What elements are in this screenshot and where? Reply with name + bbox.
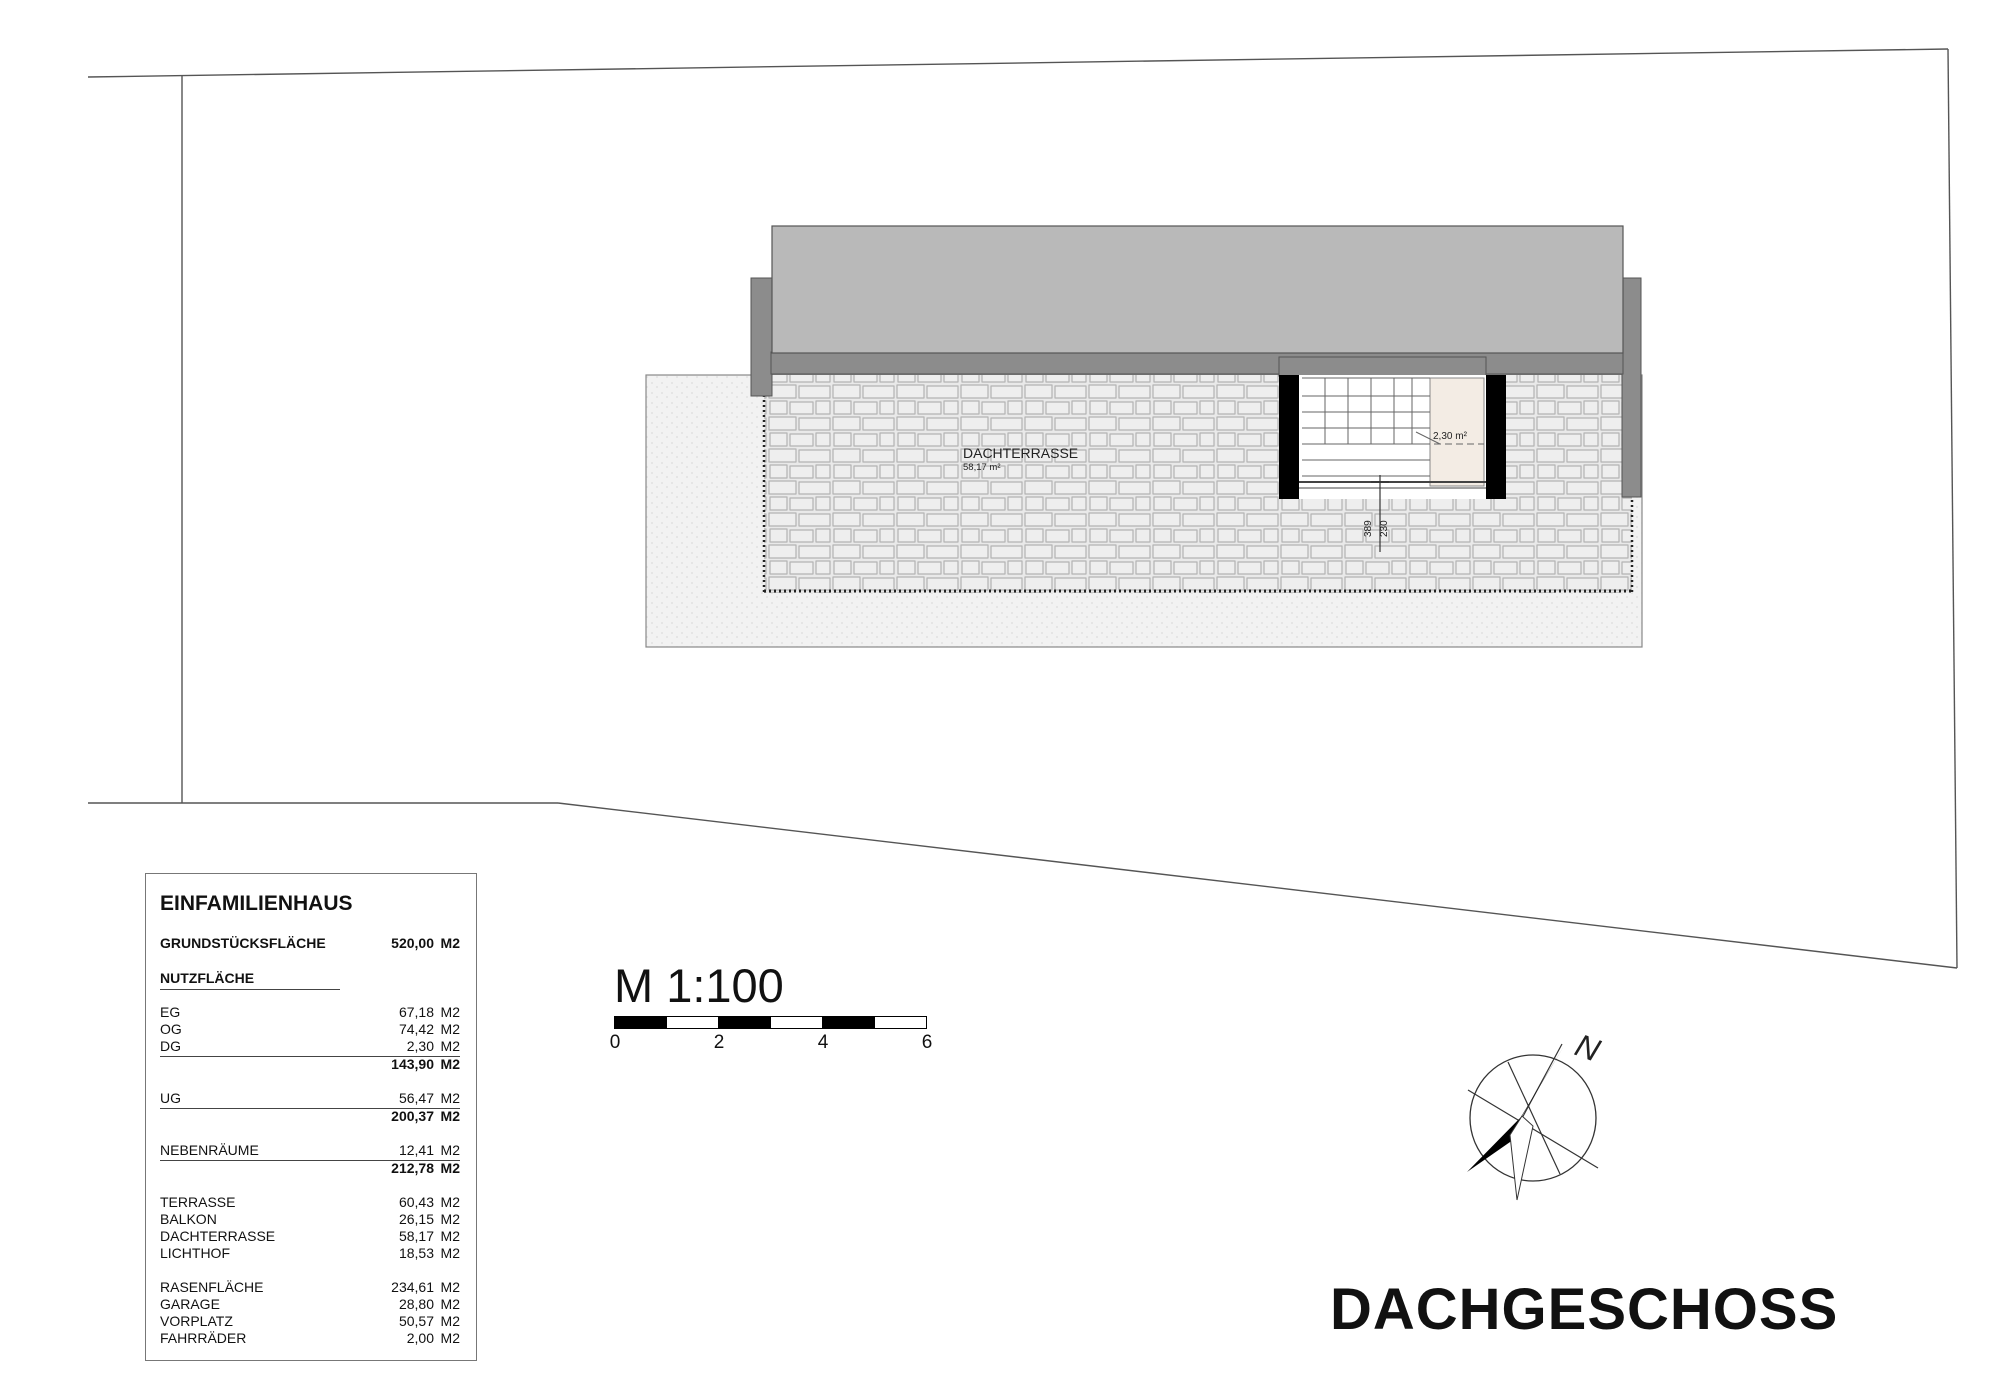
table-row [160, 1330, 460, 1347]
row-unit: M2 [440, 1004, 460, 1020]
side-wall-right [1622, 278, 1641, 497]
table-row [160, 1194, 460, 1211]
table-row [160, 1279, 460, 1296]
scale-label: M 1:100 [614, 959, 784, 1012]
row-label: DG [160, 1038, 181, 1054]
row-value: 12,41 [398, 1142, 434, 1158]
scale-segment [874, 1016, 927, 1029]
row-value: 58,17 [398, 1228, 434, 1244]
terrace-area: 58,17 m² [963, 462, 1001, 473]
row-label: GARAGE [160, 1296, 220, 1312]
row-value: 60,43 [398, 1194, 434, 1210]
row-label: DACHTERRASSE [160, 1228, 276, 1244]
total-row [160, 1160, 460, 1177]
row-value: 56,47 [398, 1090, 434, 1106]
north-label: N [1570, 1026, 1605, 1069]
row-unit: M2 [440, 1021, 460, 1037]
side-wall-left [751, 278, 772, 396]
wall-band [771, 352, 1623, 374]
stair-area: 2,30 m² [1433, 431, 1467, 442]
stair-core [1279, 357, 1506, 499]
row-unit: M2 [440, 1090, 460, 1106]
table-row [160, 1021, 460, 1038]
usable-heading [160, 970, 460, 987]
row-value: 2,00 [406, 1330, 434, 1346]
table-row [160, 1228, 460, 1245]
row-unit: M2 [440, 1245, 460, 1261]
table-row [160, 1004, 460, 1021]
scale-segment [822, 1016, 875, 1029]
row-label: OG [160, 1021, 182, 1037]
row-unit: M2 [440, 1056, 460, 1072]
dimension-389: 389 [1363, 520, 1374, 537]
row-value: 18,53 [398, 1245, 434, 1261]
row-unit: M2 [440, 1313, 460, 1329]
row-label: TERRASSE [160, 1194, 236, 1210]
row-value: 28,80 [398, 1296, 434, 1312]
row-value: 67,18 [398, 1004, 434, 1020]
row-value: 520,00 [391, 935, 434, 951]
table-row [160, 1296, 460, 1313]
scale-segment [718, 1016, 771, 1029]
row-value: 200,37 [391, 1108, 434, 1124]
row-unit: M2 [440, 1296, 460, 1312]
row-unit: M2 [440, 1160, 460, 1176]
row-unit: M2 [440, 935, 460, 951]
plot-area-row [160, 935, 460, 952]
table-row [160, 1211, 460, 1228]
usable-heading-label: NUTZFLÄCHE [160, 970, 255, 986]
roof-slab [772, 226, 1623, 353]
table-row [160, 1142, 460, 1159]
scale-tick: 4 [817, 1032, 829, 1053]
dimension-230: 230 [1379, 520, 1390, 537]
row-unit: M2 [440, 1194, 460, 1210]
row-value: 143,90 [391, 1056, 434, 1072]
row-label: FAHRRÄDER [160, 1330, 247, 1346]
row-label: EG [160, 1004, 181, 1020]
table-row [160, 1038, 460, 1055]
scale-tick: 2 [713, 1032, 725, 1053]
terrace-name: DACHTERRASSE [963, 445, 1079, 461]
north-arrow [1467, 1027, 1605, 1200]
scale-tick: 6 [921, 1032, 933, 1053]
scale-segment [770, 1016, 823, 1029]
row-value: 74,42 [398, 1021, 434, 1037]
row-unit: M2 [440, 1228, 460, 1244]
table-row [160, 1313, 460, 1330]
row-value: 212,78 [391, 1160, 434, 1176]
row-value: 2,30 [406, 1038, 434, 1054]
drawing-title: DACHGESCHOSS [1330, 1277, 1839, 1342]
row-unit: M2 [440, 1142, 460, 1158]
row-label: RASENFLÄCHE [160, 1279, 264, 1295]
row-unit: M2 [440, 1108, 460, 1124]
row-unit: M2 [440, 1211, 460, 1227]
row-label: UG [160, 1090, 181, 1106]
table-title: EINFAMILIENHAUS [160, 892, 353, 915]
row-value: 26,15 [398, 1211, 434, 1227]
row-label: VORPLATZ [160, 1313, 233, 1329]
table-row [160, 1245, 460, 1262]
row-unit: M2 [440, 1330, 460, 1346]
heading-rule [160, 989, 340, 990]
area-table [145, 873, 477, 1361]
scale-segment [666, 1016, 719, 1029]
subtotal-row [160, 1108, 460, 1125]
row-value: 50,57 [398, 1313, 434, 1329]
subtotal-row [160, 1056, 460, 1073]
row-label: NEBENRÄUME [160, 1142, 259, 1158]
row-label: BALKON [160, 1211, 217, 1227]
table-row [160, 1090, 460, 1107]
scale-bar [609, 1016, 933, 1066]
row-unit: M2 [440, 1279, 460, 1295]
row-unit: M2 [440, 1038, 460, 1054]
scale-segment [614, 1016, 667, 1029]
scale-tick: 0 [609, 1032, 621, 1053]
row-label: LICHTHOF [160, 1245, 230, 1261]
row-label: GRUNDSTÜCKSFLÄCHE [160, 935, 326, 951]
row-value: 234,61 [391, 1279, 434, 1295]
